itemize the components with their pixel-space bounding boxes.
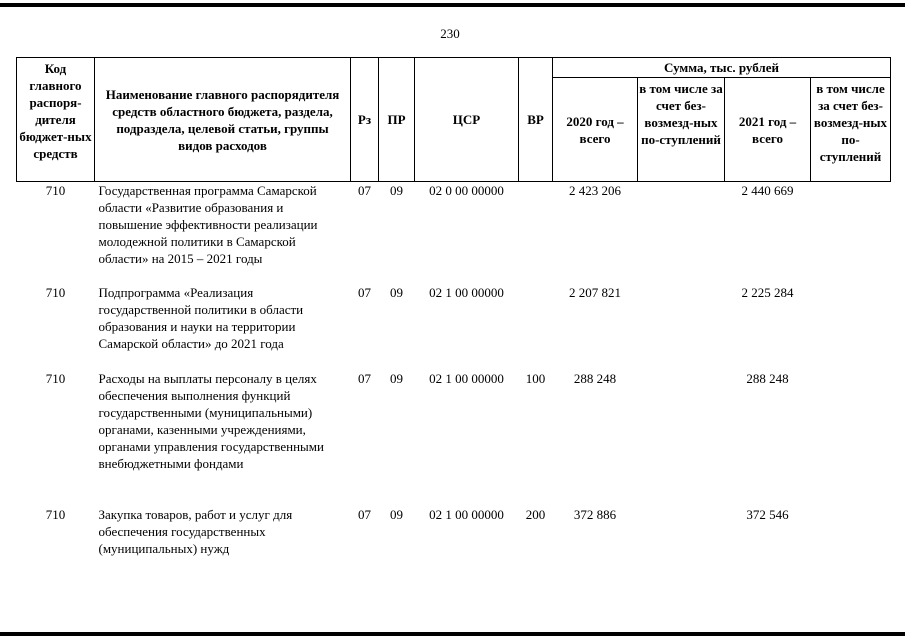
- cell-2020-free: [638, 370, 725, 506]
- page-number: 230: [440, 26, 460, 41]
- cell-2021-free: [811, 506, 891, 566]
- table-body: [17, 182, 891, 567]
- cell-pr: 09: [390, 507, 403, 522]
- cell-kod: 710: [45, 183, 66, 198]
- cell-2021-total: 2 225 284: [741, 285, 794, 300]
- cell-name: Подпрограмма «Реализация государственной политики в области образования и науки на территории Самарской области» до 2021 года: [98, 285, 304, 351]
- cell-2020-free: [638, 182, 725, 285]
- bottom-rule: [0, 632, 905, 636]
- cell-vr: [519, 284, 553, 370]
- table-row: [17, 284, 891, 370]
- cell-2021-total: 2 440 669: [741, 183, 794, 198]
- table-row: [17, 506, 891, 566]
- cell-2020-total: 372 886: [573, 507, 617, 522]
- cell-rz: 07: [358, 183, 371, 198]
- cell-2021-total: 372 546: [746, 507, 789, 522]
- cell-vr: [519, 182, 553, 285]
- cell-pr: 09: [390, 371, 403, 386]
- header-pr: ПР: [379, 58, 415, 182]
- header-name: Наименование главного распорядителя средств областного бюджета, раздела, подраздела, целевой статьи, группы видов расходов: [95, 58, 351, 182]
- cell-kod: 710: [45, 285, 66, 300]
- header-kod: Код главного распоря-дителя бюджет-ных средств: [17, 58, 95, 182]
- cell-2020-total: 288 248: [573, 371, 617, 386]
- cell-pr: 09: [390, 183, 403, 198]
- cell-2020-total: 2 207 821: [569, 285, 621, 300]
- header-rz: Рз: [351, 58, 379, 182]
- cell-2020-free: [638, 506, 725, 566]
- cell-2020-free: [638, 284, 725, 370]
- cell-csr: 02 0 00 00000: [429, 183, 504, 198]
- cell-kod: 710: [45, 371, 66, 386]
- budget-table: [16, 57, 891, 566]
- cell-2021-free: [811, 370, 891, 506]
- cell-2021-free: [811, 284, 891, 370]
- table-row: [17, 370, 891, 506]
- header-sum-title: Сумма, тыс. рублей: [553, 58, 891, 78]
- header-vr: ВР: [519, 58, 553, 182]
- cell-vr: 200: [525, 507, 546, 522]
- cell-2020-total: 2 423 206: [569, 183, 621, 198]
- cell-rz: 07: [358, 285, 371, 300]
- header-2020-total: 2020 год – всего: [553, 78, 638, 182]
- table-row: [17, 182, 891, 285]
- cell-csr: 02 1 00 00000: [429, 507, 504, 522]
- header-csr: ЦСР: [415, 58, 519, 182]
- cell-2021-free: [811, 182, 891, 285]
- cell-kod: 710: [45, 507, 66, 522]
- cell-name: Расходы на выплаты персоналу в целях обеспечения выполнения функций государственными (муниципальными) органами, казенными учреждениями, органами управления государственными внебюджетными фондами: [98, 371, 324, 471]
- cell-name: Государственная программа Самарской области «Развитие образования и повышение эффективности реализации молодежной политики в Самарской области» на 2015 – 2021 годы: [98, 183, 318, 266]
- header-2020-free: в том числе за счет без-возмезд-ных по-ступлений: [638, 78, 725, 182]
- cell-rz: 07: [358, 507, 371, 522]
- cell-csr: 02 1 00 00000: [429, 285, 504, 300]
- cell-vr: 100: [525, 371, 546, 386]
- cell-name: Закупка товаров, работ и услуг для обеспечения государственных (муниципальных) нужд: [98, 507, 293, 556]
- cell-csr: 02 1 00 00000: [429, 371, 504, 386]
- cell-rz: 07: [358, 371, 371, 386]
- top-rule: [0, 3, 905, 7]
- cell-2021-total: 288 248: [746, 371, 789, 386]
- header-2021-free: в том числе за счет без-возмезд-ных по-ступлений: [811, 78, 891, 182]
- header-2021-total: 2021 год – всего: [725, 78, 811, 182]
- cell-pr: 09: [390, 285, 403, 300]
- table-header: [17, 58, 891, 182]
